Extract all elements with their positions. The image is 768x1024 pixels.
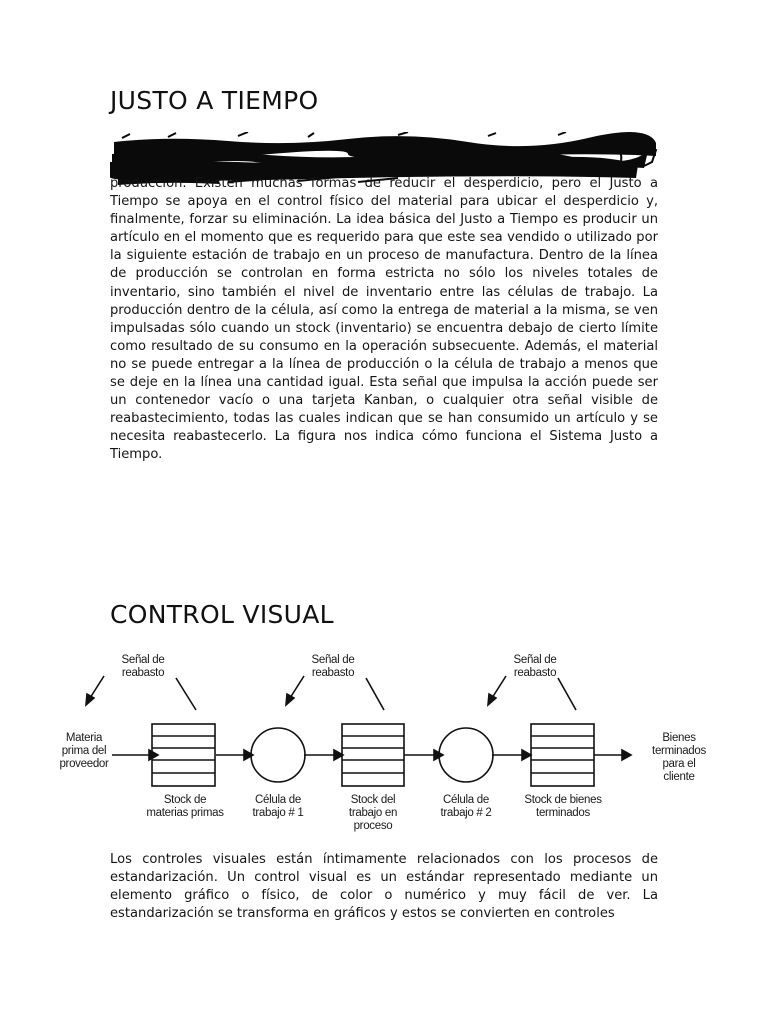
paragraph-justo-a-tiempo: producción. Existen muchas formas de reducir el desperdicio, pero el Justo a Tiempo se apoya en el control físico del material para ubicar el desperdicio y, finalmente, forzar su eliminación. La idea básica del Justo a Tiempo es producir un artículo en el momento que es requerido para que este sea vendido o utilizado por la siguiente estación de trabajo en un proceso de manufactura. Dentro de la línea de producción se controlan en forma estricta no sólo los niveles totales de inventario, sino también el nivel de inventario entre las células de trabajo. La producción dentro de la célula, así como la entrega de material a la misma, se ven impulsadas sólo cuando un stock (inventario) se encuentra debajo de cierto límite como resultado de su consumo en la operación subsecuente. Además, el material no se puede entregar a la línea de producción o la célula de trabajo a menos que se deje en la línea una cantidad igual. Esta señal que impulsa la acción puede ser un contenedor vacío o una tarjeta Kanban, o cualquier otra señal visible de reabastecimiento, todas las cuales indican que se han consumido un artículo y se necesita reabastecerlo. La figura nos indica cómo funciona el Sistema Justo a Tiempo. [110,176,658,463]
signal-arrow [558,678,576,710]
label-stock-1: Stock de materias primas [146,794,224,819]
label-signal-1: Señal de reabasto [121,654,165,679]
stock-rack-icon [342,724,404,786]
work-cell-icon [439,728,493,782]
paragraph-control-visual: Los controles visuales están íntimamente relacionados con los procesos de estandarización. Un control visual es un estándar representado mediante un elemento gráfico o físico, de color o numérico y muy fácil de ver. La estandarización se transforma en gráficos y estos se convierten en controles [110,852,658,922]
stock-rack-icon [152,724,215,786]
arrowhead-icon [522,750,531,760]
label-cell-1: Célula de trabajo # 1 [252,794,304,819]
signal-arrow [176,678,196,710]
section-title-control-visual: CONTROL VISUAL [110,600,334,629]
stock-rack-icon [531,724,594,786]
arrowhead-icon [149,750,158,760]
arrowhead-icon [622,750,631,760]
label-signal-2: Señal de reabasto [311,654,355,679]
signal-arrow [366,678,384,710]
jit-flow-diagram [54,646,714,846]
label-stock-3: Stock de bienes terminados [524,794,602,819]
label-output: Bienes terminados para el cliente [652,732,706,783]
section-title-justo-a-tiempo: JUSTO A TIEMPO [110,86,319,115]
label-cell-2: Célula de trabajo # 2 [440,794,492,819]
signal-arrow [90,676,104,698]
label-stock-2: Stock del trabajo en proceso [348,794,398,832]
label-signal-3: Señal de reabasto [513,654,557,679]
work-cell-icon [251,728,305,782]
label-input: Materia prima del proveedor [59,732,109,770]
